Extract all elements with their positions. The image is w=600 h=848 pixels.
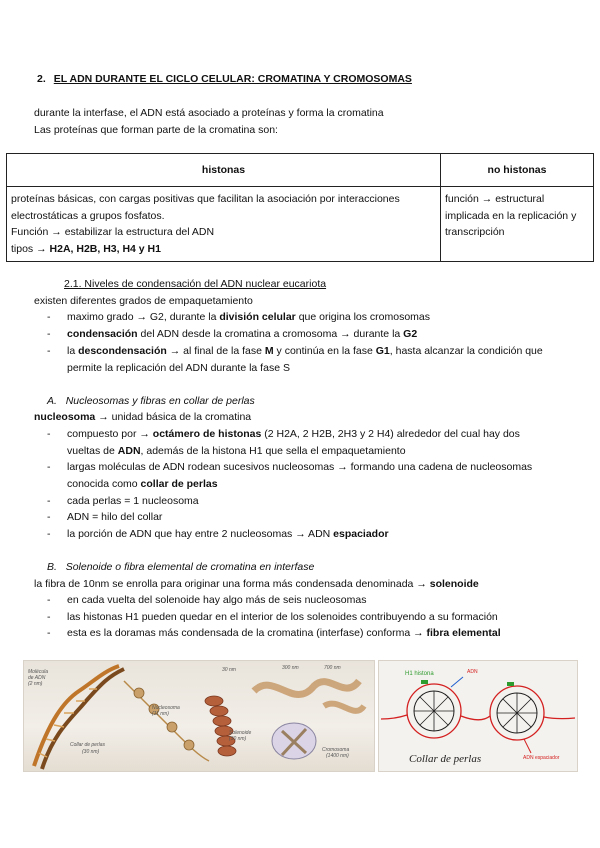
- part-b-heading: [47, 560, 314, 575]
- svg-text:700 nm: 700 nm: [324, 665, 341, 671]
- histonas-line: proteínas básicas, con cargas positivas que facilitan la asociación por interacciones: [11, 193, 400, 205]
- svg-text:30 nm: 30 nm: [222, 667, 236, 673]
- svg-text:Nucleosoma: Nucleosoma: [152, 705, 180, 711]
- svg-text:Cromosoma: Cromosoma: [322, 747, 350, 753]
- histonas-line: electrostáticas a grupos fosfatos.: [11, 209, 165, 222]
- section-heading: [37, 72, 412, 87]
- svg-text:Collar de perlas: Collar de perlas: [70, 742, 106, 748]
- subsection-title: 2.1. Niveles de condensación del ADN nuclear eucariota: [64, 278, 327, 290]
- svg-text:(30 nm): (30 nm): [229, 736, 247, 742]
- svg-text:(11 nm): (11 nm): [152, 711, 169, 717]
- histonas-line: Función → estabilizar la estructura del ADN: [11, 226, 215, 238]
- cell-histonas: [7, 187, 441, 262]
- bullet: -: [47, 495, 51, 507]
- bullet: -: [47, 511, 51, 523]
- histonas-tipos: [11, 241, 436, 258]
- header-histonas: histonas: [7, 154, 441, 187]
- part-b-lead: la fibra de 10nm se enrolla para originar una forma más condensada denominada → solenoide: [34, 578, 479, 590]
- bullet: -: [47, 528, 51, 540]
- part-b-title: Solenoide o fibra elemental de cromatina en interfase: [65, 561, 315, 573]
- svg-text:Solenoide: Solenoide: [229, 730, 252, 736]
- intro-line-2: Las proteínas que forman parte de la cromatina son:: [34, 124, 278, 136]
- part-a-heading: [47, 394, 255, 409]
- bullet: -: [47, 328, 51, 340]
- list-item-continuation: conocida como collar de perlas: [67, 478, 218, 490]
- svg-text:ADN espaciador: ADN espaciador: [523, 755, 560, 761]
- bullet: -: [47, 461, 51, 473]
- chromatin-illustration: [23, 660, 375, 772]
- nucleosome-sketch: [378, 660, 578, 772]
- part-a-title: Nucleosomas y fibras en collar de perlas: [65, 395, 255, 407]
- part-b-letter: B.: [47, 561, 57, 573]
- tipos-list: H2A, H2B, H3, H4 y H1: [49, 242, 161, 255]
- svg-text:300 nm: 300 nm: [282, 665, 299, 671]
- tipos-prefix: tipos →: [11, 242, 50, 255]
- svg-text:(1400 nm): (1400 nm): [326, 753, 349, 759]
- svg-text:de ADN: de ADN: [28, 675, 46, 681]
- chromatin-drawing: [24, 661, 374, 771]
- intro-line-1: durante la interfase, el ADN está asociado a proteínas y forma la cromatina: [34, 107, 384, 119]
- cell-no-histonas: [441, 187, 594, 262]
- svg-text:Collar de perlas: Collar de perlas: [409, 753, 482, 765]
- svg-text:Molécula: Molécula: [28, 669, 49, 675]
- section-number: 2.: [37, 73, 46, 85]
- no-histonas-line: implicada en la replicación y: [445, 209, 577, 222]
- list-item-continuation: vueltas de ADN, además de la histona H1 que sella el empaquetamiento: [67, 445, 406, 457]
- no-histonas-line: función → estructural: [445, 193, 545, 205]
- svg-text:H1 histona: H1 histona: [405, 671, 434, 677]
- section-title: EL ADN DURANTE EL CICLO CELULAR: CROMATINA Y CROMOSOMAS: [53, 73, 412, 85]
- bullet: -: [47, 594, 51, 606]
- svg-text:ADN: ADN: [467, 669, 478, 675]
- bullet: -: [47, 428, 51, 440]
- no-histonas-line: transcripción: [445, 226, 505, 238]
- part-a-lead: nucleosoma → unidad básica de la cromatina: [34, 411, 252, 423]
- subsection-lead: existen diferentes grados de empaquetamiento: [34, 295, 253, 307]
- proteins-table: [6, 153, 594, 262]
- bullet: -: [47, 627, 51, 639]
- bullet: -: [47, 345, 51, 357]
- bullet: -: [47, 611, 51, 623]
- bullet: -: [47, 311, 51, 323]
- list-item-continuation: permite la replicación del ADN durante la fase S: [67, 362, 290, 374]
- part-a-letter: A.: [47, 395, 57, 407]
- header-no-histonas: no histonas: [441, 154, 594, 187]
- sketch-drawing: [379, 661, 577, 771]
- svg-text:(30 nm): (30 nm): [82, 749, 100, 755]
- svg-text:(2 nm): (2 nm): [28, 681, 43, 687]
